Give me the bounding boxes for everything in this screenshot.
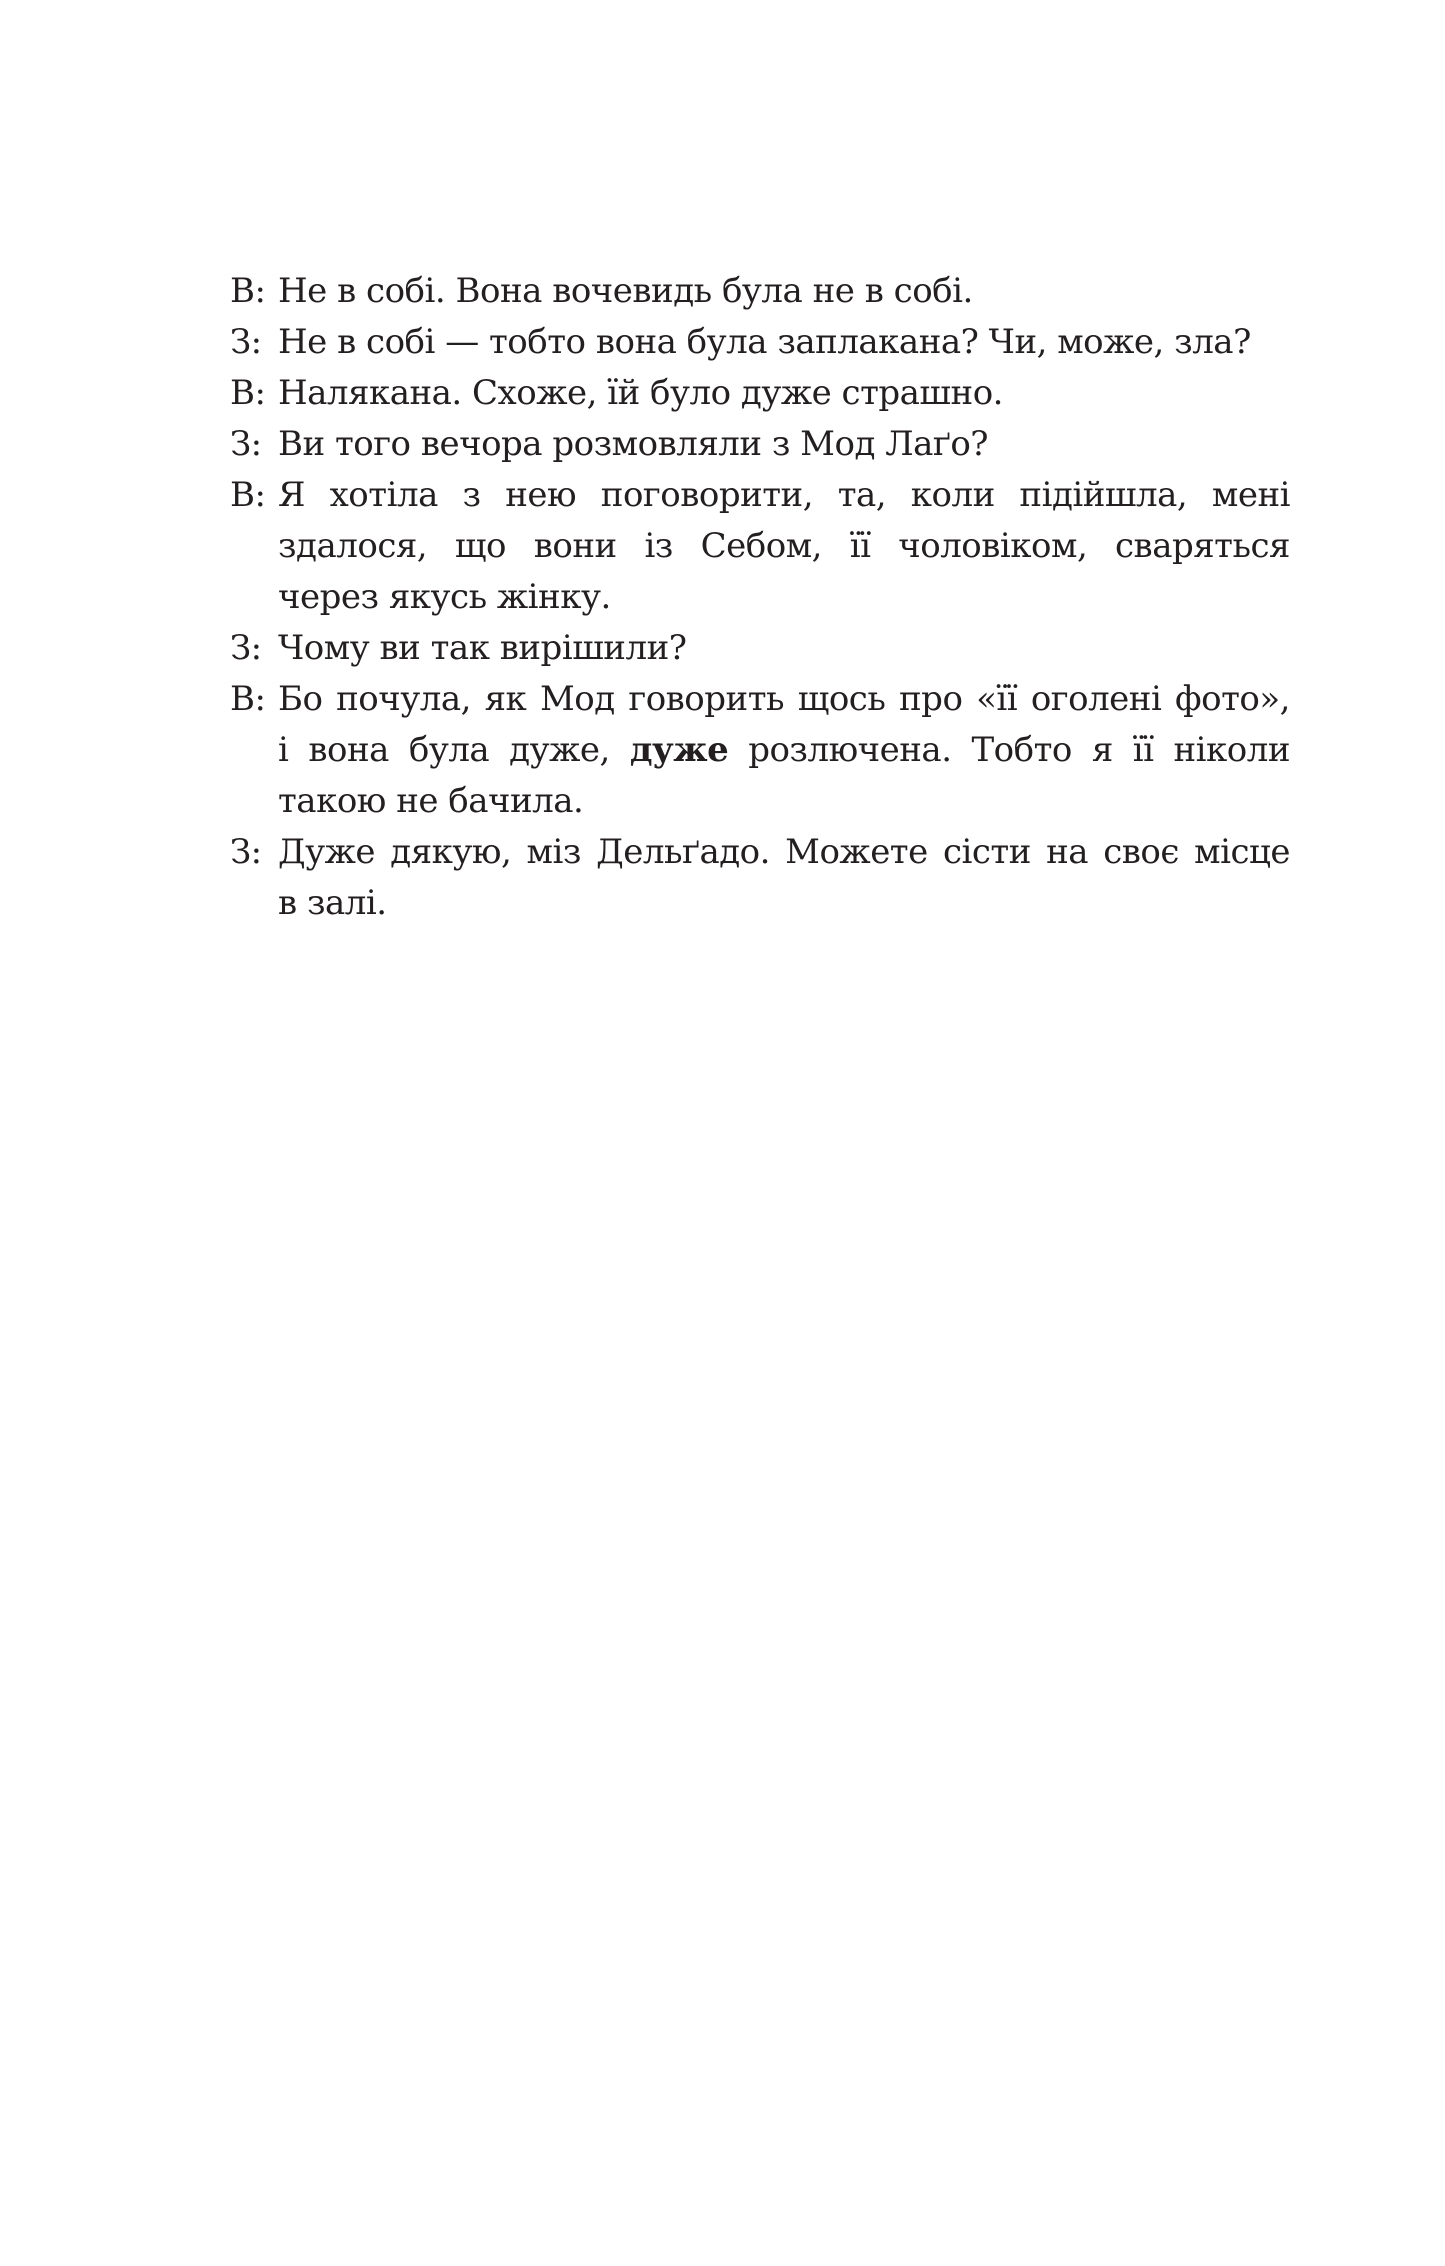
transcript-entry <box>230 317 1290 368</box>
utterance-line: Налякана. Схоже, їй було дуже страшно. <box>278 373 1003 413</box>
utterance-line: Я хотіла з нею поговорити, та, коли підійшла, мені <box>278 475 1290 515</box>
utterance <box>278 623 1290 674</box>
speaker-label: З: <box>230 424 262 464</box>
transcript-entry <box>230 368 1290 419</box>
utterance <box>278 827 1290 929</box>
transcript <box>230 266 1290 929</box>
utterance <box>278 674 1290 827</box>
utterance-line: Дуже дякую, міз Дельґадо. Можете сісти на своє місце <box>278 832 1290 872</box>
transcript-entry <box>230 674 1290 827</box>
speaker-label: В: <box>230 271 266 311</box>
speaker-label: В: <box>230 475 266 515</box>
utterance-line: Бо почула, як Мод говорить щось про «її оголені фото», <box>278 679 1290 719</box>
speaker-label: В: <box>230 679 266 719</box>
utterance <box>278 266 1290 317</box>
transcript-entry <box>230 623 1290 674</box>
utterance-line: Ви того вечора розмовляли з Мод Лаґо? <box>278 424 989 464</box>
transcript-entry <box>230 419 1290 470</box>
speaker-label: З: <box>230 832 262 872</box>
speaker-label: В: <box>230 373 266 413</box>
speaker-label: З: <box>230 628 262 668</box>
utterance-line-emphasis <box>278 725 1290 776</box>
text-run: і вона була дуже, <box>278 730 610 770</box>
transcript-entry <box>230 470 1290 623</box>
transcript-entry <box>230 266 1290 317</box>
utterance-line: Чому ви так вирішили? <box>278 628 687 668</box>
transcript-entry <box>230 827 1290 929</box>
utterance-line: в залі. <box>278 883 387 923</box>
speaker-label: З: <box>230 322 262 362</box>
utterance <box>278 419 1290 470</box>
emphasized-word: дуже <box>629 730 729 770</box>
utterance-line: здалося, що вони із Себом, її чоловіком, сваряться <box>278 526 1290 566</box>
utterance <box>278 368 1290 419</box>
utterance <box>278 470 1290 623</box>
utterance-line: через якусь жінку. <box>278 577 611 617</box>
utterance-line: такою не бачила. <box>278 781 584 821</box>
utterance-line: Не в собі. Вона вочевидь була не в собі. <box>278 271 973 311</box>
text-run: розлючена. Тобто я її ніколи <box>748 730 1291 770</box>
utterance-line: Не в собі — тобто вона була заплакана? Чи, може, зла? <box>278 322 1251 362</box>
utterance <box>278 317 1290 368</box>
